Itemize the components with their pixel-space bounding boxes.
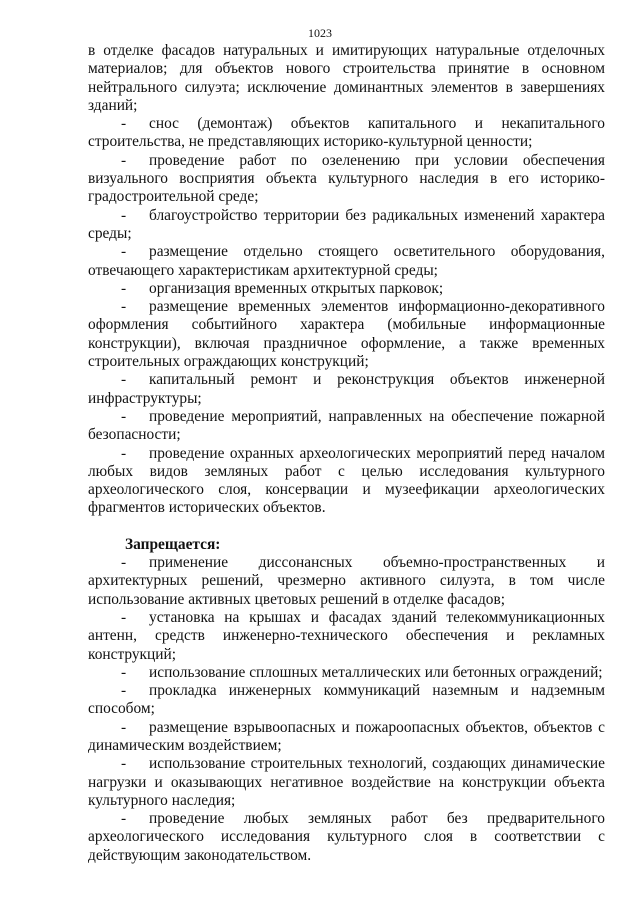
- prohibited-item: [88, 755, 605, 810]
- allowed-item-text: капитальный ремонт и реконструкция объектов инженерной инфраструктуры;: [88, 371, 605, 407]
- allowed-item: [88, 280, 605, 298]
- allowed-item-text: проведение работ по озеленению при условии обеспечения визуального восприятия объекта культурного наследия в его историко-градостроительной среде;: [88, 151, 605, 206]
- allowed-item-text: проведение охранных археологических мероприятий перед началом любых видов земляных работ с целью исследования культурного археологического слоя, консервации и музеефикации археологических фрагментов исторических объектов.: [88, 444, 605, 517]
- prohibited-item-text: использование сплошных металлических или бетонных ограждений;: [149, 663, 603, 681]
- allowed-item-text: проведение мероприятий, направленных на обеспечение пожарной безопасности;: [88, 407, 605, 444]
- allowed-item-text: размещение временных элементов информационно-декоративного оформления событийного характера (мобильные информационные конструкции), включая праздничное оформление, а также временных строительных ограждающих конструкций;: [88, 298, 605, 371]
- prohibited-item: [88, 682, 605, 719]
- allowed-item-text: снос (демонтаж) объектов капитального и некапитального строительства, не представляющих историко-культурной ценности;: [88, 115, 605, 151]
- prohibited-item-text: применение диссонансных объемно-пространственных и архитектурных решений, чрезмерно активного силуэта, в том числе использование активных цветовых решений в отделке фасадов;: [88, 554, 605, 608]
- prohibited-heading: Запрещается:: [125, 535, 221, 553]
- allowed-item: [88, 371, 605, 408]
- intro-paragraph: в отделке фасадов натуральных и имитирующих натуральные отделочных материалов; для объектов нового строительства принятие в основном нейтрального силуэта; исключение доминантных элементов в завершениях зданий;: [88, 42, 605, 114]
- prohibited-item: [88, 609, 605, 664]
- prohibited-item-text: установка на крышах и фасадах зданий телекоммуникационных антенн, средств инженерно-технического обеспечения и рекламных конструкций;: [88, 608, 605, 663]
- allowed-item: [88, 243, 605, 280]
- prohibited-item-text: проведение любых земляных работ без предварительного археологического исследования культурного слоя в соответствии с действующим законодательством.: [88, 810, 605, 864]
- list-bullet: -: [121, 755, 127, 773]
- document-body: [88, 42, 605, 865]
- prohibited-item: [88, 664, 605, 682]
- prohibited-item: [88, 554, 605, 609]
- prohibited-item-text: использование строительных технологий, создающих динамические нагрузки и оказывающих негативное воздействие на конструкции объекта культурного наследия;: [88, 755, 605, 809]
- list-bullet: -: [121, 407, 127, 425]
- allowed-item-text: размещение отдельно стоящего осветительного оборудования, отвечающего характеристикам архитектурной среды;: [88, 243, 605, 279]
- list-bullet: -: [121, 151, 127, 169]
- list-bullet: -: [121, 243, 127, 261]
- allowed-item: [88, 408, 605, 445]
- list-bullet: -: [121, 371, 127, 389]
- allowed-item: [88, 207, 605, 244]
- page-number: 1023: [308, 26, 332, 40]
- list-bullet: -: [121, 279, 127, 297]
- list-bullet: -: [121, 444, 127, 462]
- prohibited-item-text: прокладка инженерных коммуникаций наземным и надземным способом;: [88, 682, 605, 718]
- allowed-item: [88, 115, 605, 152]
- list-bullet: -: [121, 115, 127, 133]
- list-bullet: -: [121, 718, 127, 736]
- allowed-item: [88, 298, 605, 371]
- allowed-item: [88, 152, 605, 207]
- allowed-item-text: организация временных открытых парковок;: [149, 279, 444, 297]
- prohibited-item-text: размещение взрывоопасных и пожароопасных объектов, объектов с динамическим воздействием;: [88, 718, 605, 754]
- allowed-item-text: благоустройство территории без радикальных изменений характера среды;: [88, 206, 605, 242]
- list-bullet: -: [121, 682, 127, 700]
- list-bullet: -: [121, 663, 127, 681]
- list-bullet: -: [121, 608, 127, 626]
- prohibited-item: [88, 810, 605, 865]
- list-bullet: -: [121, 810, 127, 828]
- allowed-item: [88, 445, 605, 518]
- list-bullet: -: [121, 298, 127, 316]
- prohibited-item: [88, 719, 605, 756]
- list-bullet: -: [121, 206, 127, 224]
- prohibited-list: [88, 554, 605, 865]
- list-bullet: -: [121, 554, 127, 572]
- allowed-list: [88, 115, 605, 518]
